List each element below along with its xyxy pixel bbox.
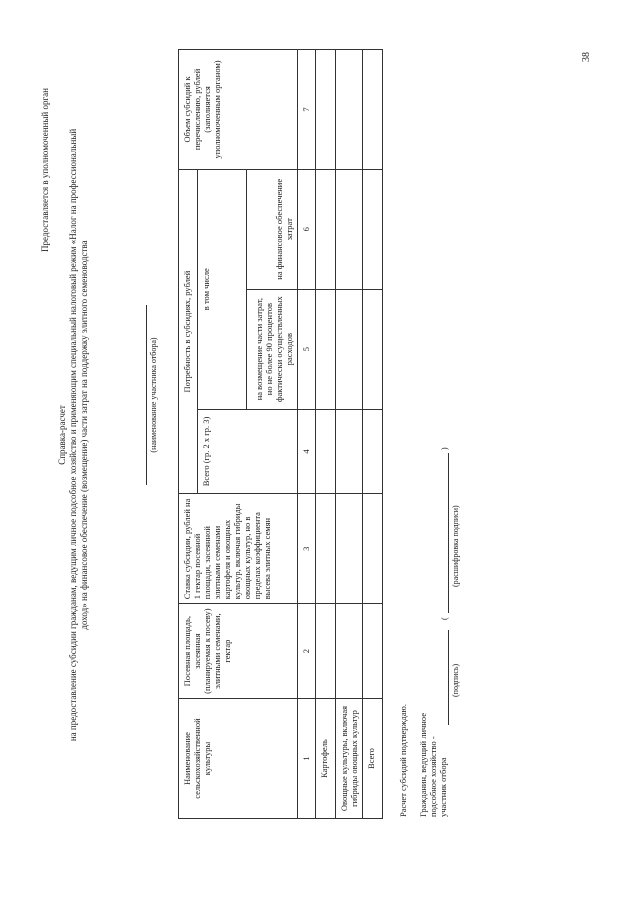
- table-cell: [336, 289, 363, 409]
- header-row-1: [179, 50, 198, 819]
- header-volume: Объем субсидий к перечислению, рублей (заполняется уполномоченным органом): [179, 50, 298, 170]
- table-cell: [336, 494, 363, 604]
- participant-label: (наименование участника отбора): [146, 305, 158, 485]
- col-number: 1: [298, 699, 316, 819]
- header-rate: Ставка субсидии, рублей на 1 гектар посевной площади, засеянной элитными семенами картофеля и овощных культур, включая гибриды овощных культур, но в пределах коэффициента высева элитных семян: [179, 494, 298, 604]
- header-reimbursement: на возмещение части затрат, но не более 90 процентов фактически осуществленных расходов: [247, 289, 298, 409]
- row-crop-name: Овощные культуры, включая гибриды овощных культур: [336, 699, 363, 819]
- table-cell: [316, 409, 336, 494]
- title-line-3: доход» на финансовое обеспечение (возмещение) части затрат на поддержку элитного семеноводства: [79, 240, 89, 630]
- table-cell: [336, 409, 363, 494]
- decode-caption: (расшифровка подписи): [451, 505, 460, 587]
- authority-note: Предоставляется в уполномоченный орган: [40, 88, 50, 252]
- bracket-close: ): [440, 447, 449, 450]
- table-cell: [363, 169, 383, 289]
- col-number: 4: [298, 409, 316, 494]
- row-total-label: Всего: [363, 699, 383, 819]
- table-cell: [363, 604, 383, 699]
- table-cell: [316, 494, 336, 604]
- decode-line: [448, 453, 449, 613]
- header-financing: на финансовое обеспечение затрат: [247, 169, 298, 289]
- table-cell: [316, 169, 336, 289]
- bracket-open: (: [440, 617, 449, 620]
- header-including: в том числе: [198, 169, 247, 409]
- table-cell: [336, 50, 363, 170]
- table-cell: [336, 169, 363, 289]
- table-row: [336, 50, 363, 819]
- header-area: Посевная площадь, засеянная (планируемая к посеву) элитными семенами, гектар: [179, 604, 298, 699]
- signer-label: Гражданин, ведущий личное подсобное хозяйство - участник отбора: [418, 713, 448, 817]
- page-number: 38: [581, 52, 592, 62]
- confirm-text: Расчет субсидий подтверждаю.: [398, 703, 408, 817]
- header-crop-name: Наименование сельскохозяйственной культуры: [179, 699, 298, 819]
- signature-line: [448, 630, 449, 725]
- col-number: 3: [298, 494, 316, 604]
- table-cell: [316, 289, 336, 409]
- table-cell: [316, 604, 336, 699]
- table-cell: [363, 494, 383, 604]
- col-number: 7: [298, 50, 316, 170]
- row-crop-name: Картофель: [316, 699, 336, 819]
- col-number: 5: [298, 289, 316, 409]
- signature-caption: (подпись): [451, 663, 460, 697]
- header-total: Всего (гр. 2 x гр. 3): [198, 409, 298, 494]
- table-cell: [363, 289, 383, 409]
- table-row-total: [363, 50, 383, 819]
- title-line-2: на предоставление субсидии гражданам, ведущим личное подсобное хозяйство и применяющим специальный налоговый режим «Налог на профессиональный: [68, 128, 78, 742]
- col-number: 6: [298, 169, 316, 289]
- table-cell: [316, 50, 336, 170]
- col-number: 2: [298, 604, 316, 699]
- document-title: [57, 55, 90, 815]
- title-line-1: Справка-расчет: [57, 405, 67, 465]
- table-cell: [363, 50, 383, 170]
- table-cell: [336, 604, 363, 699]
- table-cell: [363, 409, 383, 494]
- header-need-group: Потребность в субсидиях, рублей: [179, 169, 198, 493]
- table-row: [316, 50, 336, 819]
- subsidy-table: [178, 49, 383, 819]
- column-numbers-row: [298, 50, 316, 819]
